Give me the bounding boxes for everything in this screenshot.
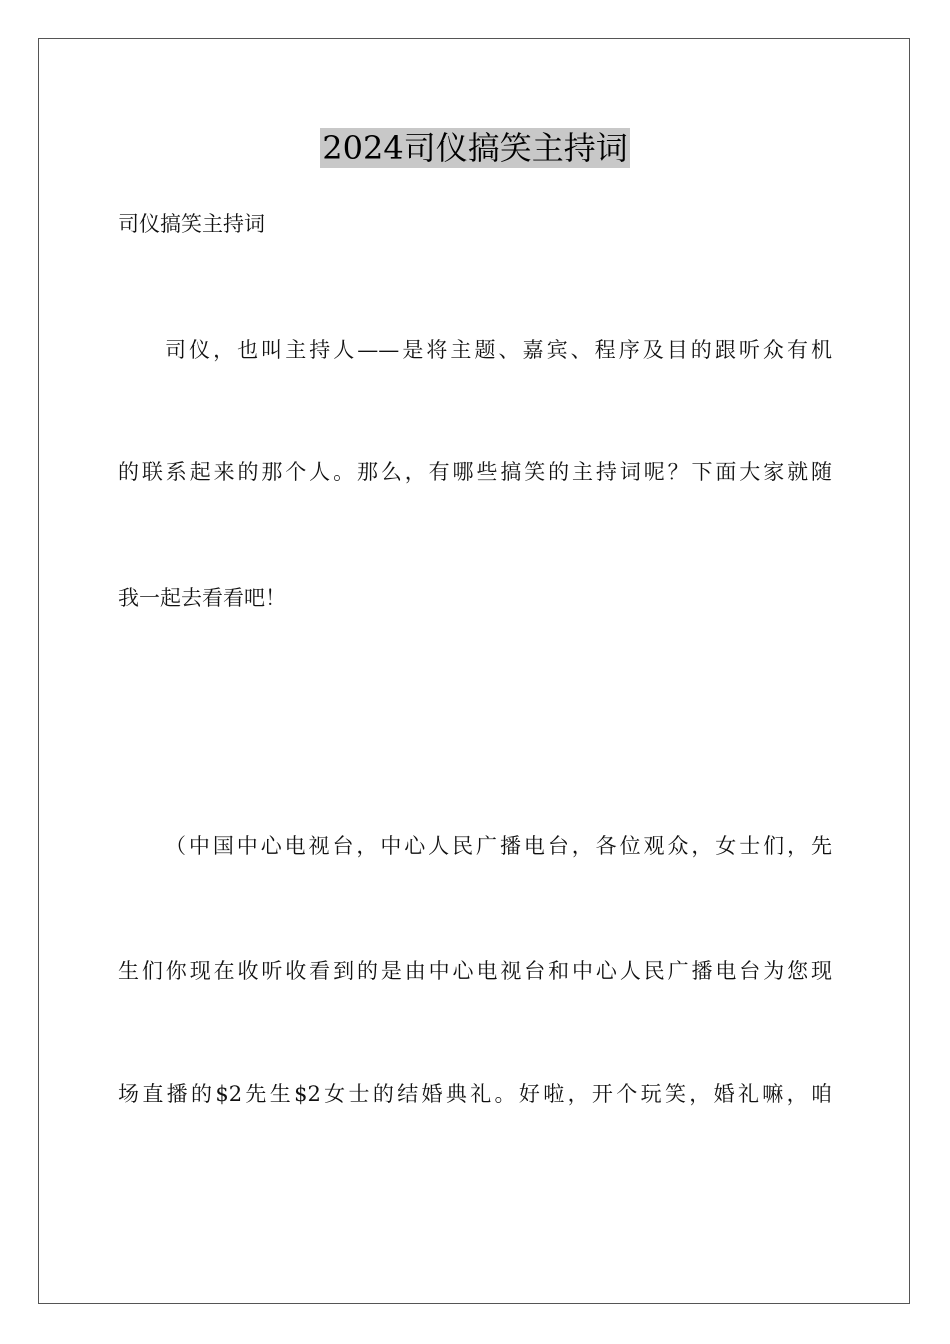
paragraph-1-line-1: 司仪，也叫主持人——是将主题、嘉宾、程序及目的跟听众有机 xyxy=(165,338,832,362)
title-container xyxy=(0,128,950,168)
paragraph-2-line-2: 生们你现在收听收看到的是由中心电视台和中心人民广播电台为您现 xyxy=(118,959,832,983)
paragraph-2-line-1: （中国中心电视台，中心人民广播电台，各位观众，女士们，先 xyxy=(165,834,832,858)
paragraph-2-line-3: 场直播的$2先生$2女士的结婚典礼。好啦，开个玩笑，婚礼嘛，咱 xyxy=(118,1082,832,1106)
document-title: 2024司仪搞笑主持词 xyxy=(322,129,628,167)
paragraph-1-line-3: 我一起去看看吧！ xyxy=(118,586,286,610)
paragraph-1-line-2: 的联系起来的那个人。那么，有哪些搞笑的主持词呢？下面大家就随 xyxy=(118,460,832,484)
document-subtitle: 司仪搞笑主持词 xyxy=(118,212,265,236)
